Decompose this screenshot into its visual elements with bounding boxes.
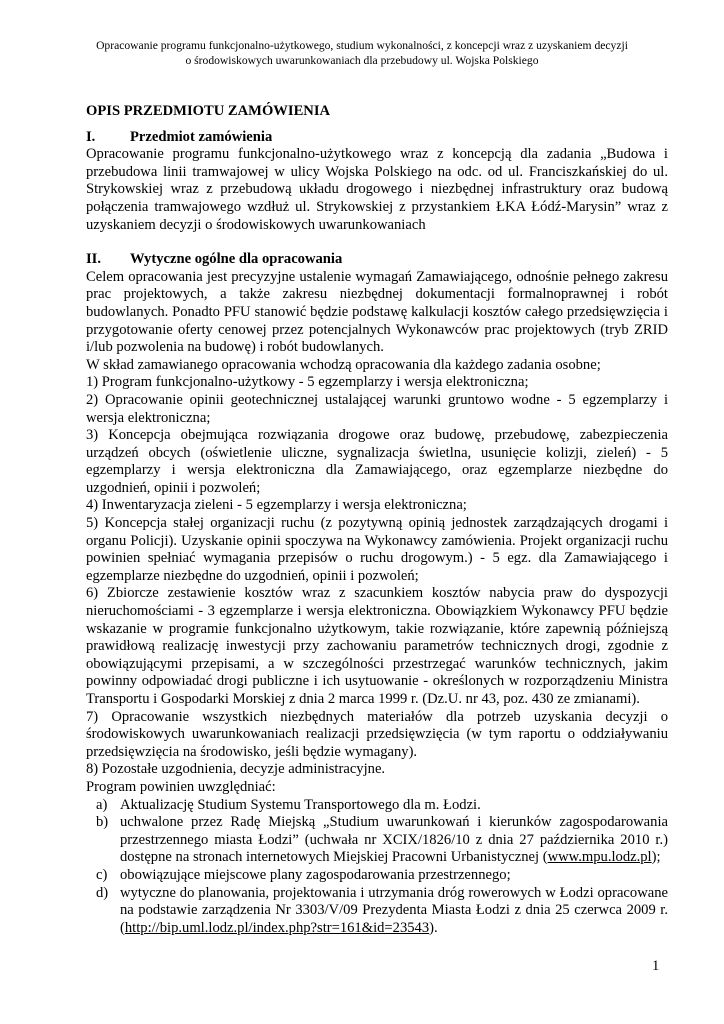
list-item-text-part: wytyczne do planowania, projektowania i utrzymania dróg rowerowych w Łodzi opracowane na podstawie zarządzenia Nr 3303/V/09 Prezydenta Miasta Łodzi z dnia 25 czerwca 2009 r. (: [120, 884, 668, 936]
section-2-heading: [86, 251, 668, 269]
section-1-title: Przedmiot zamówienia: [130, 128, 273, 145]
list-item: [86, 885, 668, 938]
scope-item-6: 6) Zbiorcze zestawienie kosztów wraz z szacunkiem kosztów nabycia praw do dyspozycji nieruchomościami - 3 egzemplarze i wersja elektroniczna. Obowiązkiem Wykonawcy PFU będzie wskazanie w programie funkcjonalno użytkowym, takie rozwiązanie, które zapewnią późniejszą prawidłową realizację inwestycji przy zachowaniu parametrów technicznych drogi, zgodnie z obowiązującymi przepisami, a w szczególności przestrzegać warunków technicznych, jakim powinny odpowiadać drogi publiczne i ich usytuowanie - określonych w rozporządzeniu Ministra Transportu i Gospodarki Morskiej z dnia 2 marca 1999 r. (Dz.U. nr 43, poz. 430 ze zmianami).: [86, 585, 668, 707]
list-marker: d): [96, 884, 109, 901]
list-item: [86, 814, 668, 867]
section-2-intro: Celem opracowania jest precyzyjne ustalenie wymagań Zamawiającego, odnośnie pełnego zakresu prac projektowych, a także zakresu niezbędnej dokumentacji formalnoprawnej i robót budowlanych. Ponadto PFU stanowić będzie podstawę kalkulacji kosztów całego przedsięwzięcia i przygotowanie oferty cenowej przez potencjalnych Wykonawców prac projektowych (tryb ZRID i/lub pozwolenia na budowę) i robót budowlanych.: [86, 268, 668, 356]
program-list: [86, 797, 668, 938]
section-2-number: II.: [86, 251, 102, 268]
scope-item-4: 4) Inwentaryzacja zieleni - 5 egzemplarzy i wersja elektroniczna;: [86, 497, 467, 514]
document-title: OPIS PRZEDMIOTU ZAMÓWIENIA: [86, 103, 331, 119]
bip-link[interactable]: http://bip.uml.lodz.pl/index.php?str=161&id=23543: [124, 919, 430, 936]
scope-intro: W skład zamawianego opracowania wchodzą opracowania dla każdego zadania osobne;: [86, 356, 601, 373]
program-intro: Program powinien uwzględniać:: [86, 778, 276, 795]
section-1-heading: [86, 129, 668, 147]
scope-item-7: 7) Opracowanie wszystkich niezbędnych materiałów dla potrzeb uzyskania decyzji o środowiskowych uwarunkowaniach realizacji przedsięwzięcia (w tym raportu o oddziaływaniu przedsięwzięcia na środowisko, jeśli będzie wymagany).: [86, 708, 668, 760]
scope-item-2: 2) Opracowanie opinii geotechnicznej ustalającej warunki gruntowo wodne - 5 egzemplarzy i wersja elektroniczna;: [86, 391, 668, 426]
list-item-text: [120, 885, 668, 938]
mpu-link[interactable]: www.mpu.lodz.pl: [547, 849, 652, 866]
list-item-text: [120, 814, 668, 867]
scope-item-1: 1) Program funkcjonalno-użytkowy - 5 egzemplarzy i wersja elektroniczna;: [86, 374, 529, 391]
scope-item-8: 8) Pozostałe uzgodnienia, decyzje administracyjne.: [86, 761, 386, 778]
list-item-text: Aktualizację Studium Systemu Transportowego dla m. Łodzi.: [120, 796, 481, 813]
page-header: [60, 38, 664, 68]
section-2-title: Wytyczne ogólne dla opracowania: [130, 251, 343, 268]
scope-item-5: 5) Koncepcja stałej organizacji ruchu (z pozytywną opinią jednostek zarządzających drogami i organu Policji). Uzyskanie opinii spoczywa na Wykonawcy zamówienia. Projekt organizacji ruchu powinien spełniać wymagania przepisów o ruchu drogowym.) - 5 egz. dla Zamawiającego i egzemplarze niezbędne do uzgodnień, opinii i pozwoleń;: [86, 515, 668, 584]
list-marker: c): [96, 866, 108, 883]
document-body: [86, 103, 668, 937]
page-number: 1: [652, 958, 660, 974]
list-item-text-part: uchwalone przez Radę Miejską „Studium uwarunkowań i kierunków zagospodarowania przestrzennego miasta Łodzi” (uchwała nr XCIX/1826/10 z dnia 27 października 2010 r.) dostępne na stronach internetowych Miejskiej Pracowni Urbanistycznej (: [120, 814, 668, 866]
list-item-text-part: );: [651, 849, 661, 866]
list-item-text-part: ).: [429, 919, 438, 936]
list-item: [86, 867, 668, 885]
list-marker: b): [96, 814, 109, 831]
section-1-number: I.: [86, 128, 96, 145]
list-item: [86, 797, 668, 815]
section-1-body: Opracowanie programu funkcjonalno-użytkowego wraz z koncepcją dla zadania „Budowa i przebudowa linii tramwajowej w ulicy Wojska Polskiego na odc. od ul. Franciszkańskiej do ul. Strykowskiej wraz z przebudową układu drogowego i niezbędnej infrastruktury oraz budową połączenia tramwajowego wzdłuż ul. Strykowskiej z przystankiem ŁKA Łódź-Marysin” wraz z uzyskaniem decyzji o środowiskowych uwarunkowaniach: [86, 146, 668, 233]
header-line-2: o środowiskowych uwarunkowaniach dla przebudowy ul. Wojska Polskiego: [185, 54, 539, 67]
list-item-text: obowiązujące miejscowe plany zagospodarowania przestrzennego;: [120, 866, 511, 883]
list-marker: a): [96, 796, 108, 813]
scope-item-3: 3) Koncepcja obejmująca rozwiązania drogowe oraz budowę, przebudowę, zabezpieczenia urządzeń obcych (oświetlenie uliczne, sygnalizacja świetlna, usunięcie kolizji, zieleń) - 5 egzemplarzy i wersja elektroniczna dla Zamawiającego, oraz egzemplarze niezbędne do uzgodnień, opinii i pozwoleń;: [86, 427, 668, 496]
header-line-1: Opracowanie programu funkcjonalno-użytkowego, studium wykonalności, z koncepcji wraz z uzyskaniem decyzji: [96, 39, 628, 52]
